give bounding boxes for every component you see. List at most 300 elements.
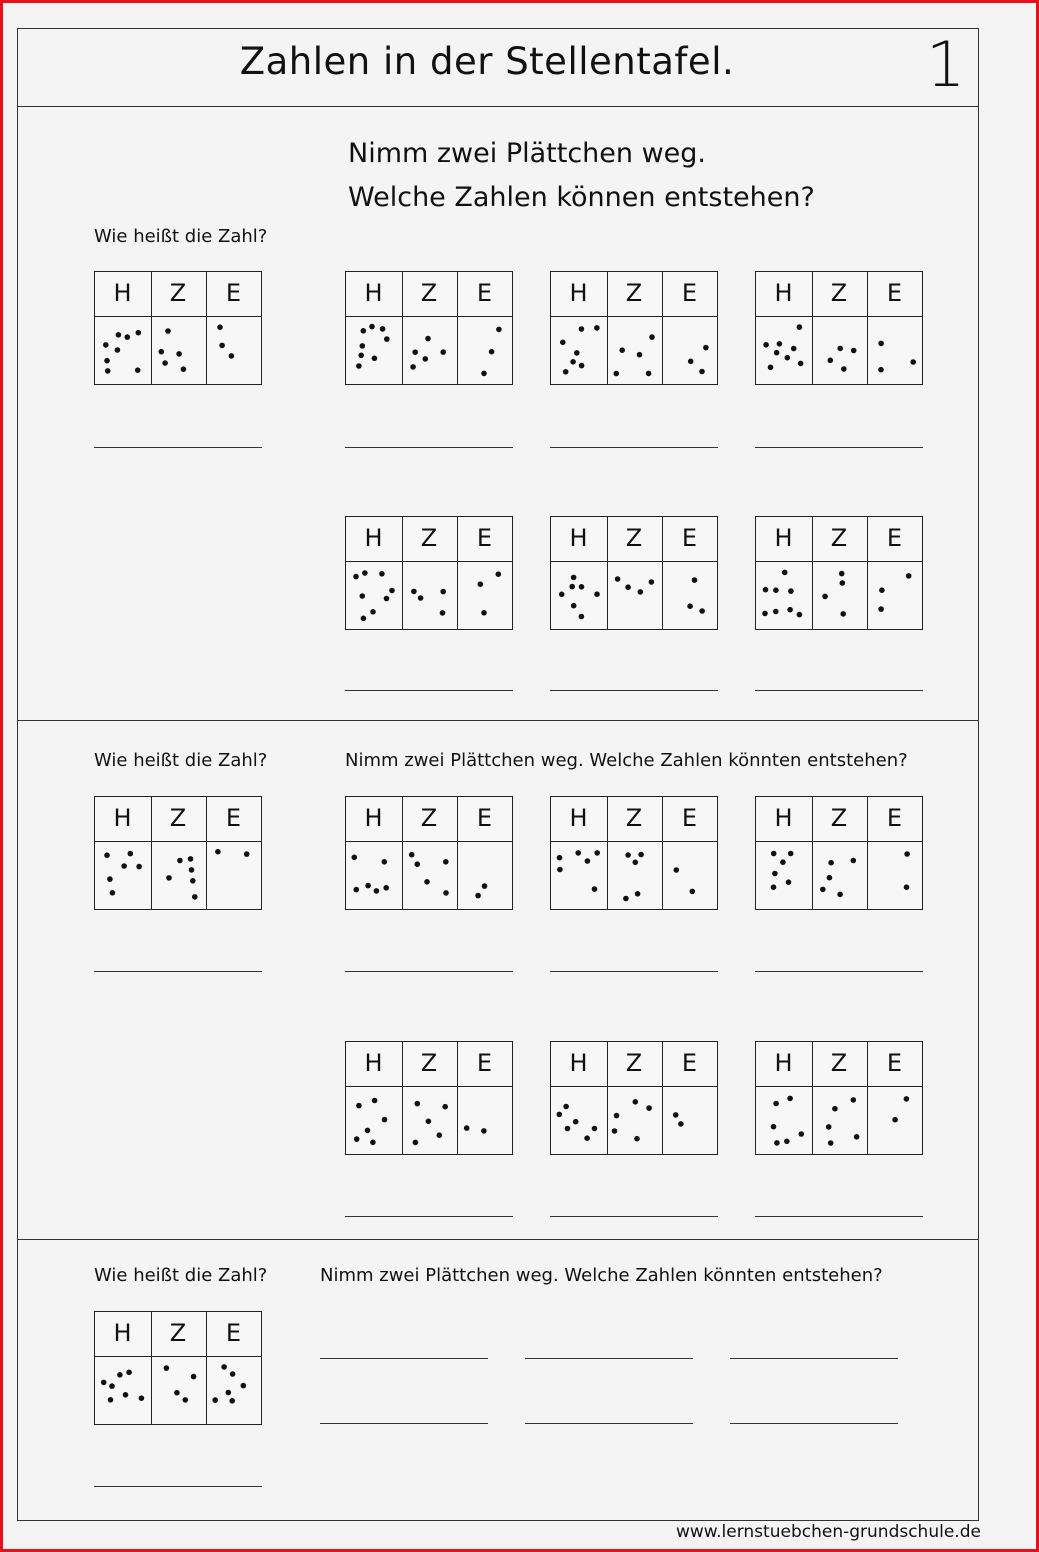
counter-area: [551, 841, 716, 909]
counter-dot: [557, 1112, 563, 1118]
place-value-table: [345, 796, 513, 910]
counter-dot: [415, 1101, 421, 1107]
s1-instruction-line1: Nimm zwei Plättchen weg.: [348, 138, 707, 169]
counter-dot: [496, 327, 502, 333]
counter-dot: [365, 1128, 371, 1134]
counter-dot: [104, 358, 110, 364]
counter-dot: [822, 594, 828, 600]
counter-dot: [782, 570, 788, 576]
counter-dot: [440, 349, 446, 355]
answer-line[interactable]: [345, 1216, 513, 1217]
column-label-e: E: [886, 524, 903, 552]
counter-dot: [183, 1397, 189, 1403]
counter-dot: [442, 1104, 448, 1110]
counter-dot: [772, 871, 778, 877]
counter-dot: [464, 1125, 470, 1131]
counter-dot: [215, 849, 221, 855]
counter-dot: [768, 365, 774, 371]
answer-line[interactable]: [755, 1216, 923, 1217]
counter-dot: [774, 1140, 780, 1146]
counter-dot: [418, 595, 424, 601]
section-divider-2: [17, 1239, 979, 1240]
column-label-z: Z: [420, 1049, 438, 1077]
counter-dot: [579, 614, 585, 620]
counter-dot: [780, 859, 786, 865]
counter-dot: [115, 347, 121, 353]
counter-dot: [382, 859, 388, 865]
column-label-z: Z: [830, 804, 848, 832]
counter-dot: [101, 1380, 107, 1386]
column-label-e: E: [681, 804, 698, 832]
counter-dot: [481, 1128, 487, 1134]
counter-dot: [125, 334, 131, 340]
title-divider: [17, 106, 979, 107]
column-label-z: Z: [420, 524, 438, 552]
counter-dot: [904, 1096, 910, 1102]
counter-dot: [181, 366, 187, 372]
counter-dot: [481, 371, 487, 377]
counter-dot: [217, 324, 223, 330]
column-label-e: E: [681, 279, 698, 307]
counter-area: [346, 561, 511, 629]
answer-line[interactable]: [550, 971, 718, 972]
counter-dot: [579, 584, 585, 590]
counter-dot: [383, 885, 389, 891]
counter-dot: [634, 1136, 640, 1142]
counter-dot: [136, 864, 142, 870]
column-label-e: E: [476, 1049, 493, 1077]
column-label-z: Z: [830, 1049, 848, 1077]
counter-dot: [828, 358, 834, 364]
counter-dot: [229, 1398, 235, 1404]
counter-dot: [415, 861, 421, 867]
counter-dot: [221, 1364, 227, 1370]
counter-dot: [241, 1383, 247, 1389]
counter-dot: [763, 587, 769, 593]
s1-instruction-line2: Welche Zahlen können entstehen?: [348, 182, 815, 213]
counter-dot: [374, 888, 380, 894]
answer-line[interactable]: [730, 1423, 898, 1424]
counter-dot: [424, 879, 430, 885]
counter-dot: [837, 892, 843, 898]
counter-dot: [116, 332, 122, 338]
counter-dot: [426, 1119, 432, 1125]
counter-dot: [189, 867, 195, 873]
counter-area: [756, 316, 921, 384]
counter-dot: [139, 1395, 145, 1401]
place-value-table: [345, 271, 513, 385]
column-label-h: H: [569, 279, 588, 307]
place-value-table: [94, 271, 262, 385]
counter-dot: [425, 336, 431, 342]
counter-dot: [703, 345, 709, 351]
counter-dot: [649, 579, 655, 585]
counter-dot: [437, 1132, 443, 1138]
counter-area: [95, 841, 260, 909]
place-value-table: [94, 1311, 262, 1425]
counter-dot: [244, 851, 250, 857]
column-label-h: H: [364, 804, 383, 832]
counter-dot: [353, 574, 359, 580]
counter-dot: [560, 340, 566, 346]
counter-dot: [592, 1126, 598, 1132]
counter-dot: [478, 581, 484, 587]
counter-dot: [879, 587, 885, 593]
counter-dot: [475, 893, 481, 899]
column-label-h: H: [569, 524, 588, 552]
counter-dot: [699, 369, 705, 375]
counter-dot: [625, 852, 631, 858]
counter-dot: [615, 576, 621, 582]
counter-dot: [839, 571, 845, 577]
column-label-h: H: [364, 1049, 383, 1077]
column-label-z: Z: [169, 279, 187, 307]
column-label-z: Z: [625, 279, 643, 307]
counter-dot: [832, 1106, 838, 1112]
answer-line[interactable]: [755, 690, 923, 691]
counter-dot: [762, 611, 768, 617]
counter-dot: [123, 1392, 129, 1398]
counter-dot: [773, 609, 779, 615]
answer-line[interactable]: [345, 447, 513, 448]
page-title: Zahlen in der Stellentafel.: [239, 40, 735, 83]
counter-dot: [105, 368, 111, 374]
counter-dot: [107, 876, 113, 882]
column-label-z: Z: [169, 1319, 187, 1347]
counter-dot: [489, 349, 495, 355]
column-label-e: E: [476, 279, 493, 307]
column-label-h: H: [774, 1049, 793, 1077]
counter-dot: [192, 894, 198, 900]
counter-dot: [443, 859, 449, 865]
column-label-h: H: [364, 524, 383, 552]
counter-dot: [229, 353, 235, 359]
counter-dot: [128, 851, 134, 857]
place-value-table: [550, 1041, 718, 1155]
column-label-z: Z: [625, 1049, 643, 1077]
s3-instruction: Nimm zwei Plättchen weg. Welche Zahlen könnten entstehen?: [320, 1265, 883, 1286]
counter-dot: [771, 851, 777, 857]
counter-dot: [910, 359, 916, 365]
counter-dot: [851, 858, 857, 864]
counter-dot: [878, 367, 884, 373]
counter-dot: [409, 852, 415, 858]
counter-dot: [440, 610, 446, 616]
counter-dot: [117, 1372, 123, 1378]
column-label-e: E: [886, 279, 903, 307]
counter-dot: [573, 1119, 579, 1125]
column-label-h: H: [113, 804, 132, 832]
counter-dot: [649, 334, 655, 340]
counter-dot: [162, 360, 168, 366]
counter-dot: [786, 879, 792, 885]
column-label-h: H: [774, 279, 793, 307]
column-label-z: Z: [420, 804, 438, 832]
column-label-e: E: [476, 804, 493, 832]
counter-dot: [126, 1370, 132, 1376]
answer-line[interactable]: [730, 1358, 898, 1359]
counter-dot: [440, 589, 446, 595]
counter-dot: [797, 612, 803, 618]
counter-dot: [370, 1140, 376, 1146]
answer-line[interactable]: [94, 971, 262, 972]
counter-dot: [188, 856, 194, 862]
counter-dot: [361, 328, 367, 334]
counter-dot: [788, 851, 794, 857]
counter-dot: [443, 890, 449, 896]
counter-dot: [365, 883, 371, 889]
answer-line[interactable]: [94, 1486, 262, 1487]
counter-dot: [674, 867, 680, 873]
column-label-z: Z: [625, 804, 643, 832]
counter-dot: [638, 589, 644, 595]
counter-area: [95, 1356, 260, 1424]
counter-dot: [413, 1140, 419, 1146]
counter-dot: [592, 886, 598, 892]
column-label-h: H: [569, 1049, 588, 1077]
counter-dot: [773, 587, 779, 593]
counter-dot: [594, 591, 600, 597]
counter-dot: [840, 580, 846, 586]
counter-dot: [614, 1113, 620, 1119]
counter-dot: [692, 577, 698, 583]
worksheet-frame: [17, 28, 979, 1521]
counter-dot: [619, 347, 625, 353]
counter-dot: [763, 342, 769, 348]
counter-dot: [841, 366, 847, 372]
counter-dot: [625, 584, 631, 590]
counter-dot: [110, 890, 116, 896]
counter-dot: [379, 571, 385, 577]
answer-line[interactable]: [755, 447, 923, 448]
counter-dot: [496, 571, 502, 577]
s2-question: Wie heißt die Zahl?: [94, 750, 268, 771]
counter-dot: [579, 326, 585, 332]
counter-dot: [646, 371, 652, 377]
column-label-e: E: [681, 1049, 698, 1077]
counter-dot: [557, 855, 563, 861]
column-label-z: Z: [420, 279, 438, 307]
counter-dot: [906, 573, 912, 579]
answer-line[interactable]: [755, 971, 923, 972]
counter-area: [346, 841, 511, 909]
counter-area: [756, 841, 921, 909]
answer-line[interactable]: [345, 690, 513, 691]
s2-instruction: Nimm zwei Plättchen weg. Welche Zahlen könnten entstehen?: [345, 750, 908, 771]
counter-dot: [380, 326, 386, 332]
counter-dot: [358, 353, 364, 359]
counter-dot: [362, 570, 368, 576]
counter-dot: [892, 1117, 898, 1123]
counter-dot: [837, 346, 843, 352]
answer-line[interactable]: [320, 1358, 488, 1359]
counter-area: [346, 316, 511, 384]
counter-dot: [356, 363, 362, 369]
counter-dot: [854, 1134, 860, 1140]
counter-dot: [785, 355, 791, 361]
counter-dot: [352, 855, 358, 861]
counter-dot: [360, 343, 366, 349]
counter-dot: [575, 850, 581, 856]
counter-dot: [840, 611, 846, 617]
counter-dot: [361, 616, 367, 622]
place-value-table: [345, 1041, 513, 1155]
column-label-e: E: [225, 279, 242, 307]
counter-dot: [633, 860, 639, 866]
counter-dot: [212, 1397, 218, 1403]
counter-dot: [771, 884, 777, 890]
counter-dot: [799, 1131, 805, 1137]
counter-dot: [690, 889, 696, 895]
counter-dot: [191, 1374, 197, 1380]
counter-dot: [594, 850, 600, 856]
counter-dot: [389, 588, 395, 594]
counter-dot: [164, 1365, 170, 1371]
counter-area: [346, 1086, 511, 1154]
column-label-z: Z: [830, 279, 848, 307]
column-label-h: H: [569, 804, 588, 832]
counter-dot: [584, 1135, 590, 1141]
counter-dot: [176, 351, 182, 357]
column-label-e: E: [886, 1049, 903, 1077]
column-label-z: Z: [625, 524, 643, 552]
counter-dot: [791, 346, 797, 352]
counter-dot: [678, 1121, 684, 1127]
counter-dot: [382, 1117, 388, 1123]
answer-line[interactable]: [550, 690, 718, 691]
place-value-table: [550, 796, 718, 910]
counter-dot: [623, 896, 629, 902]
counter-dot: [559, 592, 565, 598]
counter-dot: [673, 1112, 679, 1118]
counter-dot: [354, 1136, 360, 1142]
counter-dot: [569, 584, 575, 590]
answer-line[interactable]: [550, 447, 718, 448]
counter-dot: [226, 1390, 232, 1396]
counter-dot: [878, 341, 884, 347]
counter-dot: [481, 610, 487, 616]
answer-line[interactable]: [94, 447, 262, 448]
place-value-table: [94, 796, 262, 910]
column-label-h: H: [113, 279, 132, 307]
column-label-z: Z: [169, 804, 187, 832]
counter-dot: [360, 593, 366, 599]
counter-dot: [574, 350, 580, 356]
counter-dot: [482, 883, 488, 889]
counter-dot: [638, 852, 644, 858]
counter-dot: [410, 364, 416, 370]
answer-line[interactable]: [345, 971, 513, 972]
counter-dot: [159, 349, 165, 355]
counter-dot: [851, 348, 857, 354]
counter-dot: [219, 343, 225, 349]
counter-dot: [230, 1371, 236, 1377]
counter-dot: [384, 336, 390, 342]
counter-dot: [646, 1105, 652, 1111]
counter-dot: [585, 858, 591, 864]
counter-dot: [372, 1098, 378, 1104]
counter-dot: [828, 1140, 834, 1146]
counter-area: [756, 561, 921, 629]
counter-dot: [771, 1124, 777, 1130]
counter-dot: [798, 361, 804, 367]
counter-dot: [190, 878, 196, 884]
counter-dot: [423, 356, 429, 362]
counter-dot: [904, 851, 910, 857]
counter-dot: [904, 884, 910, 890]
counter-dot: [108, 1397, 114, 1403]
counter-dot: [571, 603, 577, 609]
counter-area: [95, 316, 260, 384]
counter-dot: [354, 887, 360, 893]
counter-dot: [563, 1104, 569, 1110]
column-label-h: H: [774, 524, 793, 552]
counter-dot: [594, 325, 600, 331]
counter-dot: [570, 359, 576, 365]
counter-dot: [571, 575, 577, 581]
counter-dot: [565, 1126, 571, 1132]
counter-dot: [777, 341, 783, 347]
counter-dot: [687, 603, 693, 609]
counter-dot: [135, 367, 141, 373]
place-value-table: [345, 516, 513, 630]
answer-line[interactable]: [320, 1423, 488, 1424]
answer-line[interactable]: [525, 1423, 693, 1424]
counter-dot: [788, 588, 794, 594]
counter-dot: [773, 1101, 779, 1107]
counter-dot: [579, 363, 585, 369]
answer-line[interactable]: [525, 1358, 693, 1359]
counter-dot: [103, 342, 109, 348]
counter-dot: [878, 606, 884, 612]
counter-dot: [356, 1103, 362, 1109]
counter-dot: [563, 369, 569, 375]
footer-url: www.lernstuebchen-grundschule.de: [676, 1522, 981, 1542]
counter-dot: [820, 887, 826, 893]
counter-dot: [637, 352, 643, 358]
counter-dot: [369, 324, 375, 330]
counter-dot: [784, 1139, 790, 1145]
counter-dot: [109, 1383, 115, 1389]
counter-dot: [121, 863, 127, 869]
counter-area: [551, 316, 716, 384]
s1-question: Wie heißt die Zahl?: [94, 226, 268, 247]
counter-dot: [614, 371, 620, 377]
counter-dot: [797, 324, 803, 330]
section-divider-1: [17, 720, 979, 721]
column-label-h: H: [774, 804, 793, 832]
answer-line[interactable]: [550, 1216, 718, 1217]
counter-dot: [633, 1099, 639, 1105]
column-label-e: E: [681, 524, 698, 552]
place-value-table: [755, 1041, 923, 1155]
counter-dot: [412, 349, 418, 355]
counter-dot: [136, 330, 142, 336]
counter-dot: [699, 608, 705, 614]
column-label-e: E: [886, 804, 903, 832]
column-label-e: E: [225, 804, 242, 832]
counter-area: [756, 1086, 921, 1154]
counter-dot: [774, 350, 780, 356]
counter-dot: [827, 875, 833, 881]
counter-dot: [851, 1097, 857, 1103]
counter-dot: [384, 596, 390, 602]
counter-dot: [166, 875, 172, 881]
place-value-table: [755, 271, 923, 385]
place-value-table: [755, 796, 923, 910]
counter-dot: [177, 858, 183, 864]
counter-area: [551, 1086, 716, 1154]
